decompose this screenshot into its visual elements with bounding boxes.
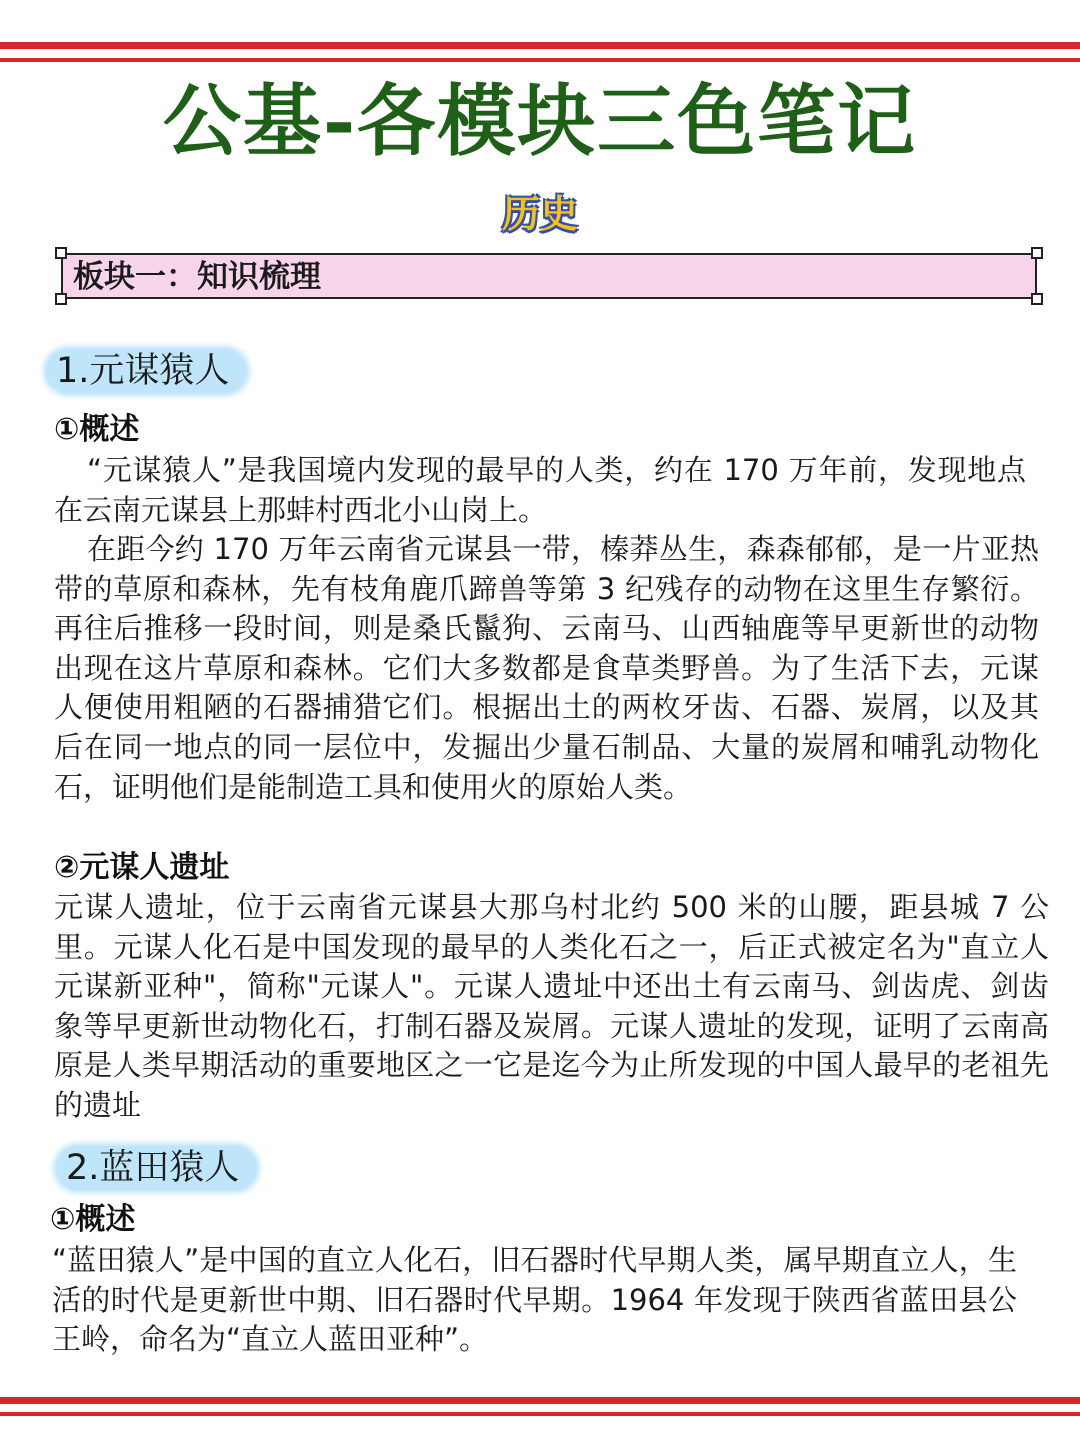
resize-handle-icon — [1031, 293, 1043, 305]
section-banner — [61, 253, 1037, 299]
page-title: 公基-各模块三色笔记 — [162, 76, 918, 167]
topic-heading-yuanmou: 1.元谋猿人 — [46, 349, 247, 393]
section-label: 板块一：知识梳理 — [73, 259, 321, 295]
paragraph-lantian-overview: “蓝田猿人”是中国的直立人化石，旧石器时代早期人类，属早期直立人，生活的时代是更新世中期、旧石器时代早期。1964 年发现于陕西省蓝田县公王岭，命名为“直立人蓝田亚种”。 — [52, 1243, 1017, 1357]
paragraph-yuanmou-overview: “元谋猿人”是我国境内发现的最早的人类，约在 170 万年前，发现地点在云南元谋县上那蚌村西北小山岗上。 — [54, 453, 1026, 527]
topic-heading-lantian: 2.蓝田猿人 — [56, 1146, 257, 1190]
top-red-stripe — [0, 42, 1080, 49]
top-red-stripe-thin — [0, 58, 1080, 62]
resize-handle-icon — [1031, 247, 1043, 259]
paragraph-yuanmou-site: 元谋人遗址，位于云南省元谋县大那乌村北约 500 米的山腰，距县城 7 公里。元谋人化石是中国发现的最早的人类化石之一，后正式被定名为"直立人元谋新亚种"，简称"元谋人"。元谋人遗址中还出土有云南马、剑齿虎、剑齿象等早更新世动物化石，打制石器及炭屑。元谋人遗址的发现，证明了云南高原是人类早期活动的重要地区之一它是迄今为止所发现的中国人最早的老祖先的遗址 — [54, 890, 1049, 1122]
bottom-red-stripe-thin — [0, 1412, 1080, 1416]
paragraph-yuanmou-environment: 在距今约 170 万年云南省元谋县一带，榛莽丛生，森森郁郁，是一片亚热带的草原和森林，先有枝角鹿爪蹄兽等第 3 纪残存的动物在这里生存繁衍。再往后推移一段时间，则是桑氏鬣狗、云南马、山西轴鹿等早更新世的动物出现在这片草原和森林。它们大多数都是食草类野兽。为了生活下去，元谋人便使用粗陋的石器捕猎它们。根据出土的两枚牙齿、石器、炭屑，以及其后在同一地点的同一层位中，发掘出少量石制品、大量的炭屑和哺乳动物化石，证明他们是能制造工具和使用火的原始人类。 — [54, 532, 1039, 804]
subject-label: 历史 — [501, 192, 578, 236]
subheading-site: ②元谋人遗址 — [54, 850, 230, 885]
resize-handle-icon — [55, 293, 67, 305]
subheading-overview: ①概述 — [54, 412, 140, 447]
subheading-overview: ①概述 — [50, 1202, 136, 1237]
resize-handle-icon — [55, 247, 67, 259]
bottom-red-stripe — [0, 1397, 1080, 1404]
